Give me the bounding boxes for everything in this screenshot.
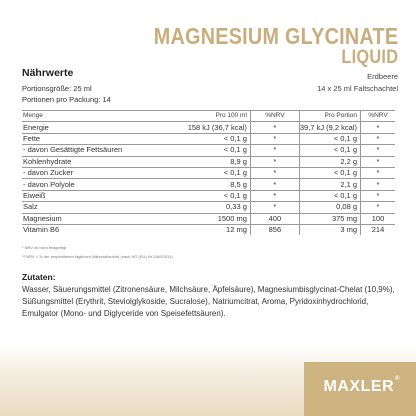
table-row [22,133,395,144]
col-header-per-portion: Pro Portion [299,111,360,122]
product-package: 14 x 25 ml Faltschachtel [317,84,398,93]
cell-per100: < 0,1 g [188,145,251,156]
col-header-menge: Menge [22,111,188,122]
cell-perPortion: 3 mg [299,224,360,235]
cell-name: Eiweiß [22,190,188,201]
cell-perPortion: < 0,1 g [299,190,360,201]
col-header-nrv-portion: %NRV [361,111,396,122]
cell-per100: 8,9 g [188,156,251,167]
product-title-line2: LIQUID [341,47,398,68]
nutrition-table-header [22,111,395,122]
footnote-nrv-not-set: * NRV ist nicht festgelegt [22,245,67,250]
cell-name: - davon Polyole [22,179,188,190]
cell-nrv100: * [250,156,299,167]
table-row [22,145,395,156]
cell-nrvPortion: * [361,133,396,144]
cell-nrv100: * [250,133,299,144]
cell-perPortion: 2,1 g [299,179,360,190]
table-row [22,156,395,167]
cell-nrvPortion: * [361,145,396,156]
cell-name: Salz [22,202,188,213]
cell-nrv100: 400 [250,213,299,224]
table-row [22,122,395,133]
cell-nrv100: 856 [250,224,299,235]
table-row [22,190,395,201]
cell-name: Fette [22,133,188,144]
cell-name: Magnesium [22,213,188,224]
cell-perPortion: 0,08 g [299,202,360,213]
cell-nrvPortion: * [361,122,396,133]
cell-per100: < 0,1 g [188,133,251,144]
cell-name: Vitamin B6 [23,225,60,235]
cell-nrvPortion: * [361,190,396,201]
cell-name: Energie [22,122,188,133]
cell-nrvPortion: * [361,156,396,167]
table-row [22,179,395,190]
product-title [114,24,398,68]
cell-nrvPortion: * [361,179,396,190]
cell-nrvPortion: * [361,167,396,178]
nutrition-heading: Nährwerte [22,67,74,79]
cell-per100: 0,33 g [188,202,251,213]
cell-name: Kohlenhydrate [22,156,188,167]
table-row [22,202,395,213]
cell-per100: 1500 mg [188,213,251,224]
cell-nrv100: * [250,145,299,156]
product-variant: Erdbeere [367,72,398,81]
col-header-nrv100: %NRV [250,111,299,122]
table-row [22,213,395,224]
footnote-nrv-definition: ** NRV = % der empfohlenen täglichen Nährstoffzufuhr (nach VO (EU) Nr.1169/2011) [22,254,173,259]
cell-perPortion: 39,7 kJ (9,2 kcal) [299,122,360,133]
cell-perPortion: < 0,1 g [299,167,360,178]
cell-per100: < 0,1 g [188,167,251,178]
product-title-line1: MAGNESIUM GLYCINATE [153,23,398,49]
cell-perPortion: 375 mg [299,213,360,224]
portions-per-pack: Portionen pro Packung: 14 [22,95,111,104]
cell-perPortion: 2,2 g [299,156,360,167]
cell-name: - davon Zucker [22,167,188,178]
cell-nrv100: * [250,122,299,133]
portion-info [22,83,111,105]
cell-per100: 12 mg [188,224,251,235]
registered-mark: ® [395,376,400,382]
nutrition-table [22,110,395,235]
cell-nrvPortion: * [361,202,396,213]
ingredients-heading: Zutaten: [22,272,56,282]
portion-size: Portionsgröße: 25 ml [22,84,92,93]
cell-perPortion: < 0,1 g [299,133,360,144]
cell-nrv100: * [250,202,299,213]
brand-name: MAXLER [323,378,395,395]
cell-nrv100: * [250,190,299,201]
table-row [22,224,395,235]
maxler-logo [324,378,400,396]
cell-per100: < 0,1 g [188,190,251,201]
cell-nrvPortion: 100 [361,213,396,224]
cell-perPortion: < 0,1 g [299,145,360,156]
table-row [22,167,395,178]
col-header-per100: Pro 100 ml [188,111,251,122]
cell-name: - davon Gesättigte Fettsäuren [22,145,188,156]
cell-per100: 8,5 g [188,179,251,190]
cell-nrv100: * [250,167,299,178]
ingredients-text: Wasser, Säuerungsmittel (Zitronensäure, Milchsäure, Äpfelsäure), Magnesiumbisglycinat-Chelat (10,9%), Süßungsmittel (Erythrit, Steviolglykoside, Sucralose), Natriumcitrat, Aroma, Pyridoxinhydrochlorid, Emulgator (Mono- und Diglyceride von Speisefettsäuren). [22,285,395,318]
cell-nrv100: * [250,179,299,190]
cell-nrvPortion: 214 [371,225,385,235]
cell-per100: 158 kJ (36,7 kcal) [188,122,251,133]
